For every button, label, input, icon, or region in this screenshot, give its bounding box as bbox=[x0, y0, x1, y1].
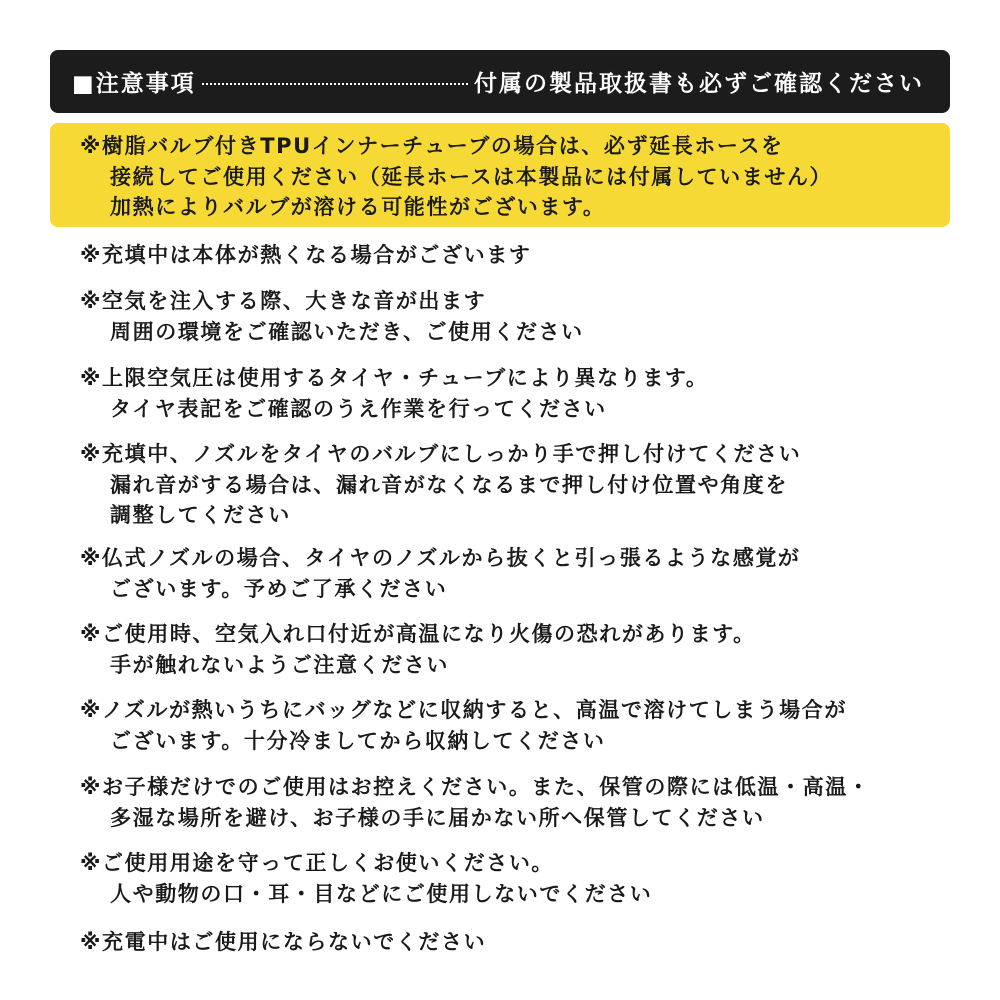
note-line: ございます。十分冷ましてから収納してください bbox=[110, 728, 606, 753]
notice-subtitle: 付属の製品取扱書も必ずご確認ください bbox=[474, 71, 924, 97]
note-line: ※ノズルが熱いうちにバッグなどに収納すると、高温で溶けてしまう場合が bbox=[80, 698, 847, 722]
note-item bbox=[80, 927, 970, 958]
note-item bbox=[80, 543, 970, 604]
note-line: ※ご使用時、空気入れ口付近が高温になり火傷の恐れがあります。 bbox=[80, 622, 756, 646]
note-line: ※仏式ノズルの場合、タイヤのノズルから抜くと引っ張るような感覚が bbox=[80, 546, 801, 570]
note-item bbox=[80, 286, 970, 347]
note-line: ※空気を注入する際、大きな音が出ます bbox=[80, 289, 487, 313]
note-item bbox=[80, 363, 970, 424]
note-line: 漏れ音がする場合は、漏れ音がなくなるまで押し付け位置や角度を bbox=[110, 472, 788, 497]
note-item bbox=[80, 619, 970, 680]
note-line: ※充填中、ノズルをタイヤのバルブにしっかり手で押し付けてください bbox=[80, 442, 802, 466]
note-line: 接続してご使用ください（延長ホースは本製品には付属していません） bbox=[110, 164, 833, 189]
note-item bbox=[80, 131, 970, 223]
notice-header-bar bbox=[50, 50, 950, 113]
note-item bbox=[80, 439, 970, 531]
note-line: 人や動物の口・耳・目などにご使用しないでください bbox=[110, 881, 653, 906]
dotted-leader bbox=[202, 83, 468, 85]
note-line: ございます。予めご了承ください bbox=[110, 576, 448, 601]
note-line: 調整してください bbox=[110, 503, 291, 527]
note-line: 手が触れないようご注意ください bbox=[110, 652, 449, 677]
note-item bbox=[80, 772, 970, 833]
note-line: 多湿な場所を避け、お子様の手に届かない所へ保管してください bbox=[110, 805, 765, 830]
note-item bbox=[80, 240, 970, 271]
note-line: 周囲の環境をご確認いただき、ご使用ください bbox=[110, 319, 584, 344]
note-line: ※お子様だけでのご使用はお控えください。また、保管の際には低温・高温・ bbox=[80, 775, 871, 799]
note-line: ※ご使用用途を守って正しくお使いください。 bbox=[80, 851, 555, 875]
note-line: ※上限空気圧は使用するタイヤ・チューブにより異なります。 bbox=[80, 366, 709, 390]
note-line: ※充填中は本体が熱くなる場合がございます bbox=[80, 243, 532, 267]
note-item bbox=[80, 848, 970, 909]
notice-title: ■注意事項 bbox=[72, 71, 196, 97]
note-line: タイヤ表記をご確認のうえ作業を行ってください bbox=[110, 396, 607, 421]
note-line: 加熱によりバルブが溶ける可能性がございます。 bbox=[110, 195, 606, 219]
note-line: ※樹脂バルブ付きTPUインナーチューブの場合は、必ず延長ホースを bbox=[80, 134, 784, 158]
note-line: ※充電中はご使用にならないでください bbox=[80, 930, 487, 954]
note-item bbox=[80, 695, 970, 756]
